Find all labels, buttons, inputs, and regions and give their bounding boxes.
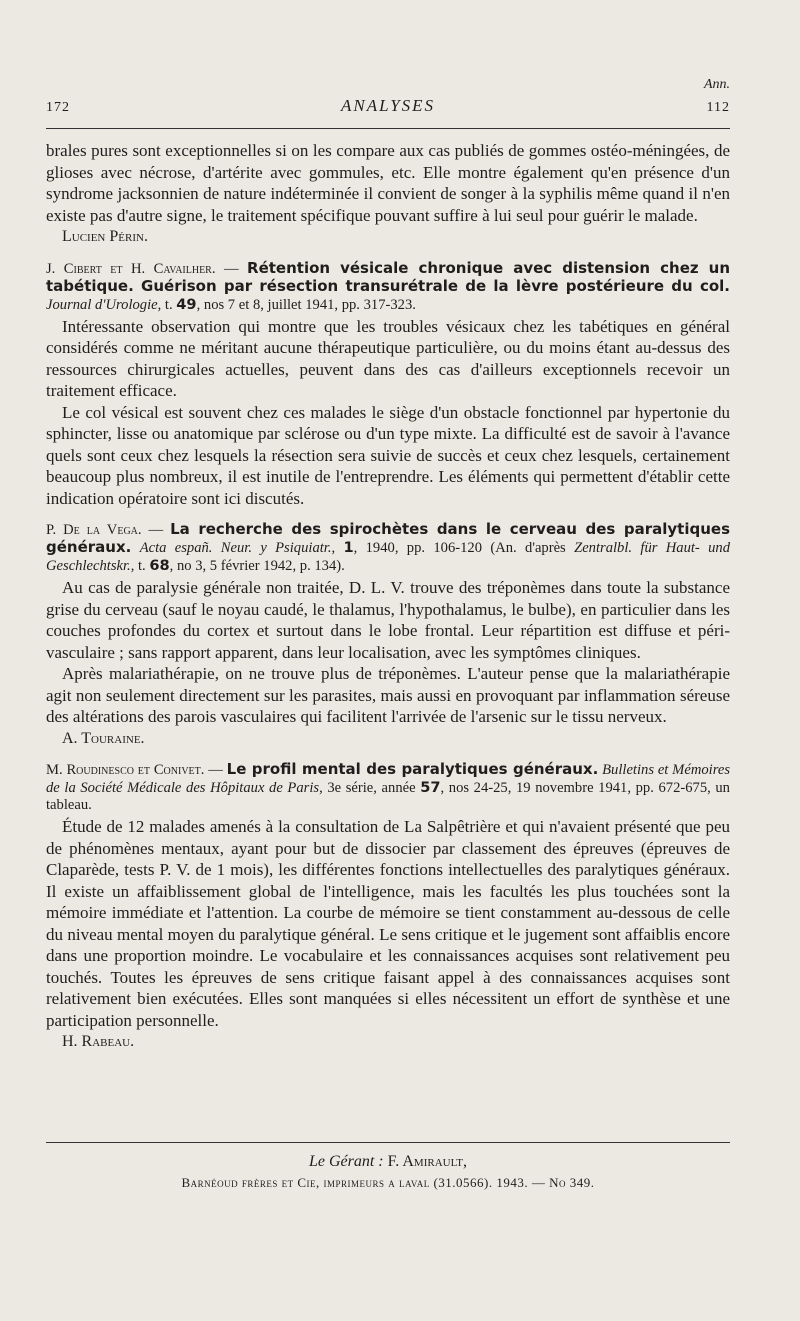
gerant-line: [46, 1152, 730, 1172]
article2-paragraph: Au cas de paralysie générale non traitée, D. L. V. trouve des tréponèmes dans toute la substance grise du cerveau (sauf le noyau caudé, le thalamus, l'hypothalamus, le bulbe), en particulier dans les couches profondes du cortex et surtout dans le lobe frontal. Leur répartition est diffuse et péri-vasculaire ; sans rapport apparent, dans leur localisation, avec les symptômes cliniques.: [46, 578, 730, 662]
article1-journal: Journal d'Urologie: [46, 296, 158, 313]
printer-line: Barnéoud frères et Cie, imprimeurs a laval (31.0566). 1943. — No 349.: [181, 1175, 595, 1190]
article2-ref-pre2: , t.: [130, 558, 150, 574]
page-number: 172: [46, 100, 70, 115]
article3-reference: [46, 761, 730, 814]
footer-rule: [46, 1142, 730, 1143]
article1-authors: J. Cibert et H. Cavailher.: [46, 260, 216, 277]
article2-journal: Acta españ. Neur. y Psiquiatr.: [139, 540, 332, 556]
article1-ref-pre: , t.: [157, 296, 177, 313]
signature-touraine: A. Touraine.: [62, 729, 145, 747]
gerant-name: F. Amirault,: [387, 1153, 468, 1170]
article3-ref-pre: , 3e série, année: [319, 780, 421, 796]
article3-paragraph: Étude de 12 malades amenés à la consultation de La Salpêtrière et qui n'avaient présenté que peu de phénomènes mentaux, ayant pour but de dissocier par classement des épreuves (épreuves de Claparède, tests P. V. de 1 mois), les différentes fonctions intellectuelles des paralytiques généraux. Il existe un affaiblissement global de l'intelligence, mais les facultés les plus touchées sont la mémoire immédiate et l'attention. La courbe de mémoire se tient constamment au-dessous de celle du niveau mental moyen du paralytique général. Le sens critique et le jugement sont affaiblis encore dans une proportion moindre. Le vocabulaire et les connaissances acquises sont relativement peu touchés. Toutes les épreuves de sens critique faisant appel à des connaissances acquises sont relativement bien exécutées. Elles sont manquées si elles nécessitent un effort de synthèse et une participation personnelle.: [46, 817, 730, 1030]
signature-rabeau: H. Rabeau.: [62, 1033, 135, 1050]
article3-volume: 57: [420, 779, 441, 796]
article2-volume: 1: [343, 539, 354, 556]
article1-title: Rétention vésicale chronique avec distension chez un tabétique. Guérison par résection transurétrale de la lèvre postérieure du col.: [46, 258, 730, 295]
article2-ref-pre: ,: [331, 540, 344, 556]
article3-dash: —: [204, 762, 227, 778]
running-title: ANALYSES: [340, 96, 436, 115]
article3-journal: Bulletins et Mémoires de la Société Médicale des Hôpitaux de Paris: [46, 762, 731, 796]
article1-dash: —: [215, 260, 248, 277]
header-rule: [46, 128, 730, 129]
article2-reference: [46, 521, 730, 575]
article3-ref-post: , nos 24-25, 19 novembre 1941, pp. 672-675, un tableau.: [46, 780, 730, 813]
article2-volume2: 68: [149, 557, 170, 574]
article2-authors: P. De la Vega.: [46, 522, 142, 538]
article1-volume: 49: [176, 295, 197, 313]
article3-title: Le profil mental des paralytiques généraux.: [226, 760, 599, 778]
intro-paragraph: brales pures sont exceptionnelles si on les compare aux cas publiés de gommes ostéo-méningées, de glioses avec nécrose, d'artérite avec gommules, etc. Elle montre également qu'en présence d'un syndrome jacksonnien de nature indéterminée il convient de songer à la syphilis même quand il n'en existe pas d'autre signe, le traitement spécifique pouvant suffire à lui seul pour guérir le malade.: [46, 141, 730, 225]
colophon: [46, 1152, 730, 1194]
article2-journal2: Zentralbl. für Haut- und Geschlechtskr.: [46, 540, 731, 574]
page-content: [46, 140, 730, 1053]
article2-title: La recherche des spirochètes dans le cerveau des paralytiques généraux.: [46, 520, 731, 556]
running-header: [46, 77, 730, 120]
article2-ref-mid: , 1940, pp. 106-120 (An. d'après: [353, 540, 575, 556]
article1-reference: [46, 260, 730, 314]
article2-paragraph: Après malariathérapie, on ne trouve plus de tréponèmes. L'auteur pense que la malariathérapie agit non seulement directement sur les parasites, mais aussi en provoquant par inflammation séreuse des altérations des parois vasculaires qui facilitent l'arrivée de l'arsenic sur le tissu nerveux.: [46, 664, 730, 726]
article1-paragraph: Intéressante observation qui montre que les troubles vésicaux chez les tabétiques en général considérés comme ne méritant aucune thérapeutique particulière, ou du moins étant au-dessus des ressources chirurgicales actuelles, peuvent dans des cas d'ailleurs exceptionnels recevoir un traitement efficace.: [46, 316, 730, 400]
annales-number: 112: [706, 100, 730, 115]
article3-authors: M. Roudinesco et Conivet.: [46, 762, 205, 778]
gerant-label: Le Gérant :: [308, 1153, 384, 1170]
annales-label: Ann.: [703, 77, 730, 92]
article1-ref-post: , nos 7 et 8, juillet 1941, pp. 317-323.: [196, 296, 416, 313]
article2-dash: —: [141, 522, 171, 538]
article1-paragraph: Le col vésical est souvent chez ces malades le siège d'un obstacle fonctionnel par hypertonie du sphincter, lisse ou anatomique par sclérose ou d'un type mixte. La difficulté est de savoir à l'avance quels sont ceux chez lesquels la résection sera suivie de succès et ceux chez lesquels, certainement beaucoup plus nombreux, il est inutile de l'entreprendre. Les éléments qui permettent d'établir cette indication opératoire sont ici discutés.: [46, 402, 730, 508]
signature-perin: Lucien Périn.: [62, 228, 148, 245]
article2-ref-post: , no 3, 5 février 1942, p. 134).: [169, 558, 345, 574]
